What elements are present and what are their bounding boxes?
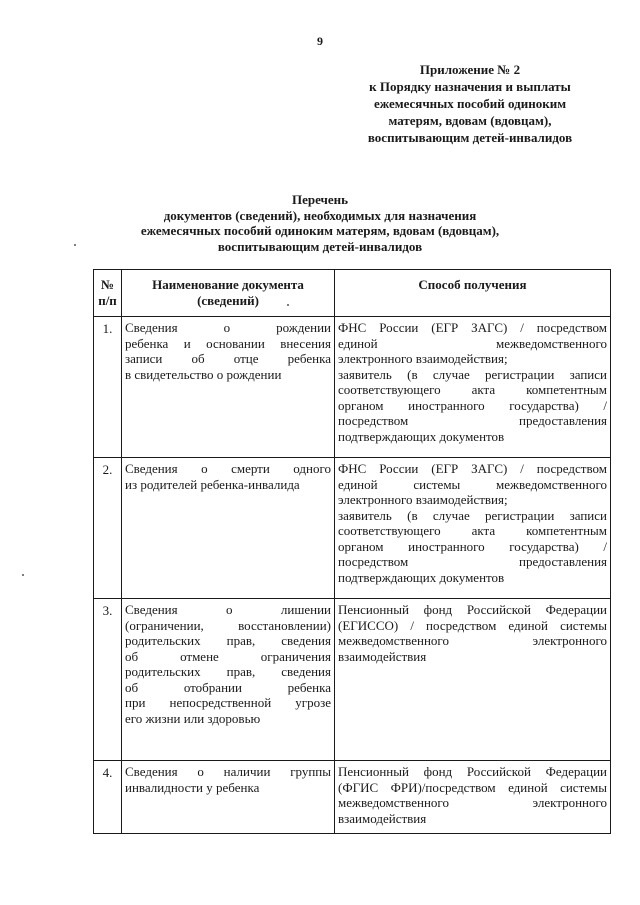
cell-line: в свидетельство о рождении: [125, 366, 282, 382]
cell-line: Сведения о смерти одного: [125, 461, 331, 476]
header-method: [335, 270, 611, 317]
cell-line: Пенсионный фонд Российской Федерации: [338, 764, 607, 779]
page-number: 9: [317, 34, 323, 48]
cell-line: его жизни или здоровью: [125, 710, 261, 726]
row-method: [335, 599, 611, 761]
header-line: (сведений): [197, 292, 259, 308]
cell-line: (ЕГИССО) / посредством единой системы: [338, 617, 607, 633]
appendix-heading: [335, 61, 605, 146]
cell-line: взаимодействия: [338, 810, 427, 826]
row-method: [335, 458, 611, 599]
cell-line: ребенка и основании внесения: [125, 335, 331, 351]
cell-line: подтверждающих документов: [338, 428, 505, 444]
appendix-line: матерям, вдовам (вдовцам),: [388, 113, 552, 128]
cell-line: Пенсионный фонд Российской Федерации: [338, 602, 607, 617]
cell-line: Сведения о наличии группы: [125, 764, 331, 779]
cell-line: Сведения о рождении: [125, 320, 331, 335]
cell-line: взаимодействия: [338, 648, 427, 664]
row-number: 2.: [94, 458, 122, 599]
title-line: документов (сведений), необходимых для назначения: [163, 207, 477, 223]
table-row: [94, 599, 611, 761]
cell-line: (ФГИС ФРИ)/посредством единой системы: [338, 779, 607, 795]
cell-line: электронного взаимодействия;: [338, 492, 508, 507]
cell-line: Сведения о лишении: [125, 602, 331, 617]
document-title: [0, 192, 640, 254]
scan-speck: [74, 244, 76, 246]
row-document-name: [122, 458, 335, 599]
row-document-name: [122, 599, 335, 761]
header-line: п/п: [98, 292, 117, 308]
appendix-line: воспитывающим детей-инвалидов: [367, 130, 573, 145]
appendix-line: Приложение № 2: [419, 62, 521, 77]
cell-line: единой межведомственного: [338, 335, 607, 351]
appendix-line: ежемесячных пособий одиноким: [373, 96, 567, 111]
cell-line: посредством предоставления: [338, 413, 607, 428]
table-row: [94, 317, 611, 458]
row-method: [335, 317, 611, 458]
cell-line: при непосредственной угрозе: [125, 695, 331, 710]
cell-line: записи об отце ребенка: [125, 351, 331, 366]
table-header-row: [94, 270, 611, 317]
cell-line: единой системы межведомственного: [338, 476, 607, 492]
row-document-name: [122, 317, 335, 458]
header-document-name: [122, 270, 335, 317]
cell-line: об отобрании ребенка: [125, 679, 331, 695]
cell-line: межведомственного электронного: [338, 795, 607, 810]
cell-line: заявитель (в случае регистрации записи: [338, 507, 607, 523]
table-row: [94, 761, 611, 834]
cell-line: из родителей ребенка-инвалида: [125, 476, 300, 492]
row-number: 4.: [94, 761, 122, 834]
cell-line: органом иностранного государства) /: [338, 538, 607, 554]
cell-line: родительских прав, сведения: [125, 664, 331, 679]
title-line: воспитывающим детей-инвалидов: [217, 238, 423, 254]
appendix-line: к Порядку назначения и выплаты: [369, 79, 571, 94]
cell-line: ФНС России (ЕГР ЗАГС) / посредством: [338, 461, 607, 476]
cell-line: (ограничении, восстановлении): [125, 617, 331, 633]
row-number: 1.: [94, 317, 122, 458]
cell-line: органом иностранного государства) /: [338, 397, 607, 413]
cell-line: подтверждающих документов: [338, 569, 505, 585]
row-method: [335, 761, 611, 834]
cell-line: родительских прав, сведения: [125, 633, 331, 648]
cell-line: об отмене ограничения: [125, 648, 331, 664]
title-line: Перечень: [291, 192, 349, 207]
cell-line: инвалидности у ребенка: [125, 779, 260, 795]
cell-line: электронного взаимодействия;: [338, 351, 508, 366]
cell-line: ФНС России (ЕГР ЗАГС) / посредством: [338, 320, 607, 335]
row-number: 3.: [94, 599, 122, 761]
cell-line: соответствующего акта компетентным: [338, 523, 607, 538]
scan-speck: [287, 304, 289, 306]
cell-line: посредством предоставления: [338, 554, 607, 569]
title-line: ежемесячных пособий одиноким матерям, вдовам (вдовцам),: [140, 223, 500, 238]
header-line: Наименование документа: [152, 277, 304, 292]
scan-speck: [22, 574, 24, 576]
cell-line: соответствующего акта компетентным: [338, 382, 607, 397]
cell-line: заявитель (в случае регистрации записи: [338, 366, 607, 382]
table-row: [94, 458, 611, 599]
header-number: [94, 270, 122, 317]
cell-line: межведомственного электронного: [338, 633, 607, 648]
row-document-name: [122, 761, 335, 834]
header-line: Способ получения: [418, 277, 527, 292]
header-line: №: [100, 277, 115, 292]
documents-table: [93, 269, 611, 834]
